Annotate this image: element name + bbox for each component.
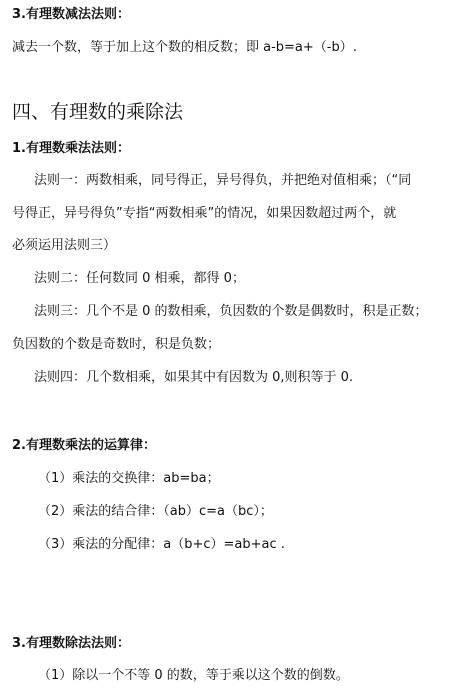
rule1-line3: 必须运用法则三） bbox=[12, 238, 117, 253]
subtraction-rule-heading: 3.有理数减法法则： bbox=[12, 7, 130, 22]
division-rule-heading: 3.有理数除法法则： bbox=[12, 636, 130, 651]
chapter-title: 四、有理数的乘除法 bbox=[12, 101, 184, 123]
subtraction-rule-text: 减去一个数，等于加上这个数的相反数；即 a-b=a+（-b）. bbox=[12, 40, 357, 55]
rule1-line1: 法则一：两数相乘，同号得正，异号得负，并把绝对值相乘；（“同 bbox=[34, 173, 412, 188]
distributive-law: （3）乘法的分配律：a（b+c）=ab+ac . bbox=[38, 537, 285, 552]
rule4: 法则四：几个数相乘，如果其中有因数为 0,则积等于 0. bbox=[34, 370, 354, 385]
multiplication-rule-heading: 1.有理数乘法法则： bbox=[12, 141, 130, 156]
rule3-line2: 负因数的个数是奇数时，积是负数； bbox=[12, 337, 221, 352]
associative-law: （2）乘法的结合律：（ab）c=a（bc）； bbox=[38, 504, 273, 519]
rule3-line1: 法则三：几个不是 0 的数相乘，负因数的个数是偶数时，积是正数； bbox=[34, 304, 428, 319]
commutative-law: （1）乘法的交换律：ab=ba； bbox=[38, 471, 220, 486]
rule2: 法则二：任何数同 0 相乘，都得 0； bbox=[34, 271, 245, 286]
rule1-line2: 号得正，异号得负”专指“两数相乘”的情况，如果因数超过两个，就 bbox=[12, 206, 397, 221]
multiplication-laws-heading: 2.有理数乘法的运算律： bbox=[12, 438, 156, 453]
division-rule1: （1）除以一个不等 0 的数，等于乘以这个数的倒数。 bbox=[38, 668, 349, 683]
